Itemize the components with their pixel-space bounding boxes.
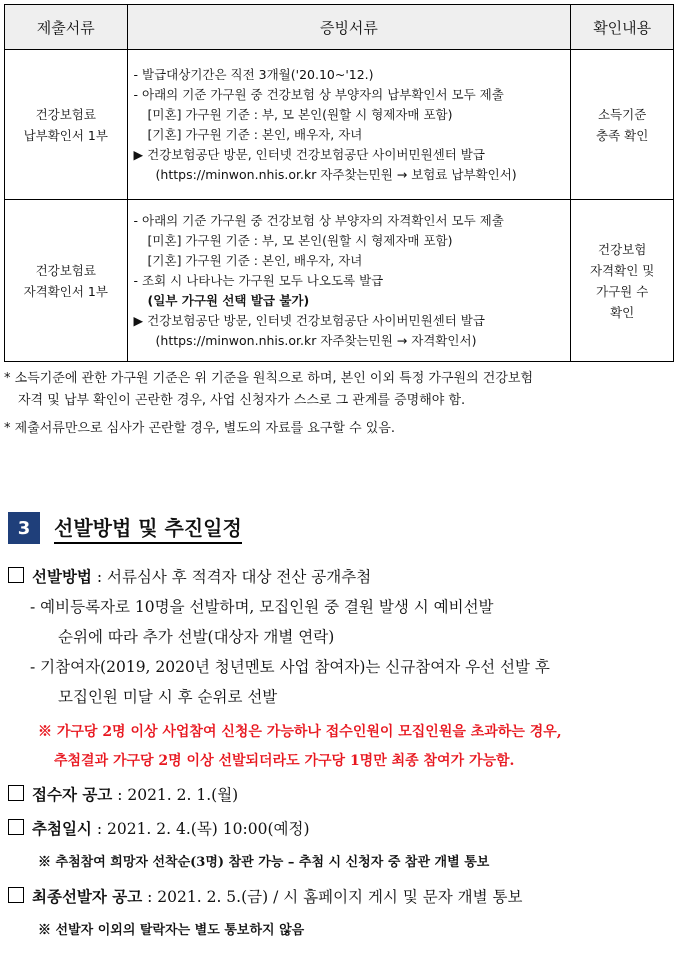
item-label: 추첨일시	[32, 819, 92, 838]
doc-line: 건강보험료	[35, 106, 96, 122]
check-cell	[571, 200, 674, 362]
check-cell	[571, 50, 674, 200]
item-label: 최종선발자 공고	[32, 887, 143, 906]
doc-line: 납부확인서 1부	[23, 127, 108, 143]
evidence-line: ▶ 건강보험공단 방문, 인터넷 건강보험공단 사이버민원센터 발급	[133, 312, 485, 328]
section-number: 3	[8, 512, 40, 544]
checkbox-square-icon	[8, 887, 24, 903]
sub-item-reserve	[8, 592, 676, 652]
sub-text: - 기참여자(2019, 2020년 청년멘토 사업 참여자)는 신규참여자 우선 선발 후	[30, 658, 550, 676]
table-row	[5, 200, 674, 362]
header-submitted-docs: 제출서류	[5, 5, 128, 50]
note-text: 자격 및 납부 확인이 곤란한 경우, 사업 신청자가 스스로 그 관계를 증명해야 함.	[18, 393, 466, 408]
section-body	[8, 562, 676, 950]
evidence-line: [기혼] 가구원 기준 : 본인, 배우자, 자녀	[147, 252, 363, 268]
section-title: 선발방법 및 추진일정	[54, 512, 242, 544]
doc-cell	[5, 50, 128, 200]
note-text: * 소득기준에 관한 가구원 기준은 위 기준을 원칙으로 하며, 본인 이외 특정 가구원의 건강보험	[4, 371, 533, 386]
evidence-line: ▶ 건강보험공단 방문, 인터넷 건강보험공단 사이버민원센터 발급	[133, 146, 485, 162]
evidence-line: - 아래의 기준 가구원 중 건강보험 상 부양자의 자격확인서 모두 제출	[133, 212, 504, 228]
final-notice-item	[8, 882, 676, 912]
selection-method-item	[8, 562, 676, 592]
note-income-criteria	[4, 368, 676, 412]
draw-note: ※ 추첨참여 희망자 선착순(3명) 참관 가능 – 추첨 시 신청자 중 참관 개별 통보	[38, 855, 490, 870]
evidence-line: [기혼] 가구원 기준 : 본인, 배우자, 자녀	[147, 126, 363, 142]
check-line: 소득기준	[598, 106, 647, 122]
evidence-line: [미혼] 가구원 기준 : 부, 모 본인(원할 시 형제자매 포함)	[147, 232, 453, 248]
warning-note	[8, 718, 676, 776]
draw-date-item	[8, 814, 676, 844]
final-note: ※ 선발자 이외의 탈락자는 별도 통보하지 않음	[38, 923, 305, 938]
evidence-line: (https://minwon.nhis.or.kr 자주찾는민원 → 자격확인서)	[155, 332, 477, 348]
item-text: : 2021. 2. 5.(금) / 시 홈페이지 게시 및 문자 개별 통보	[142, 888, 523, 906]
warning-text: ※ 가구당 2명 이상 사업참여 신청은 가능하나 접수인원이 모집인원을 초과하는 경우,	[38, 724, 562, 740]
documents-table	[4, 4, 674, 362]
check-line: 가구원 수	[596, 283, 649, 299]
sub-text: 모집인원 미달 시 후 순위로 선발	[58, 688, 278, 706]
table-notes	[4, 368, 676, 446]
section-header	[8, 512, 242, 544]
item-text: : 2021. 2. 1.(월)	[112, 786, 239, 804]
evidence-line: - 발급대상기간은 직전 3개월('20.10~'12.)	[133, 66, 374, 82]
reception-notice-item	[8, 780, 676, 810]
doc-line: 자격확인서 1부	[23, 283, 108, 299]
evidence-line: (일부 가구원 선택 발급 불가)	[147, 292, 310, 308]
checkbox-square-icon	[8, 819, 24, 835]
check-line: 건강보험	[598, 241, 647, 257]
item-text: : 서류심사 후 적격자 대상 전산 공개추첨	[91, 568, 372, 586]
checkbox-square-icon	[8, 785, 24, 801]
evidence-line: - 조회 시 나타나는 가구원 모두 나오도록 발급	[133, 272, 384, 288]
check-line: 충족 확인	[596, 127, 649, 143]
sub-item-previous-participants	[8, 652, 676, 712]
checkbox-square-icon	[8, 567, 24, 583]
note-extra-docs: * 제출서류만으로 심사가 곤란할 경우, 별도의 자료를 요구할 수 있음.	[4, 421, 396, 436]
evidence-line: [미혼] 가구원 기준 : 부, 모 본인(원할 시 형제자매 포함)	[147, 106, 453, 122]
evidence-cell	[127, 200, 571, 362]
sub-text: - 예비등록자로 10명을 선발하며, 모집인원 중 결원 발생 시 예비선발	[30, 598, 494, 616]
header-evidence: 증빙서류	[127, 5, 571, 50]
warning-text: 추첨결과 가구당 2명 이상 선발되더라도 가구당 1명만 최종 참여가 가능함.	[54, 753, 515, 769]
evidence-line: (https://minwon.nhis.or.kr 자주찾는민원 → 보험료 납부확인서)	[155, 166, 517, 182]
doc-line: 건강보험료	[35, 262, 96, 278]
header-check: 확인내용	[571, 5, 674, 50]
check-line: 확인	[610, 304, 635, 320]
evidence-cell	[127, 50, 571, 200]
table-header-row	[5, 5, 674, 50]
check-line: 자격확인 및	[589, 262, 655, 278]
item-label: 접수자 공고	[32, 785, 113, 804]
doc-cell	[5, 200, 128, 362]
item-label: 선발방법	[32, 567, 92, 586]
sub-text: 순위에 따라 추가 선발(대상자 개별 연락)	[58, 628, 335, 646]
item-text: : 2021. 2. 4.(목) 10:00(예정)	[91, 820, 310, 838]
evidence-line: - 아래의 기준 가구원 중 건강보험 상 부양자의 납부확인서 모두 제출	[133, 86, 504, 102]
table-row	[5, 50, 674, 200]
